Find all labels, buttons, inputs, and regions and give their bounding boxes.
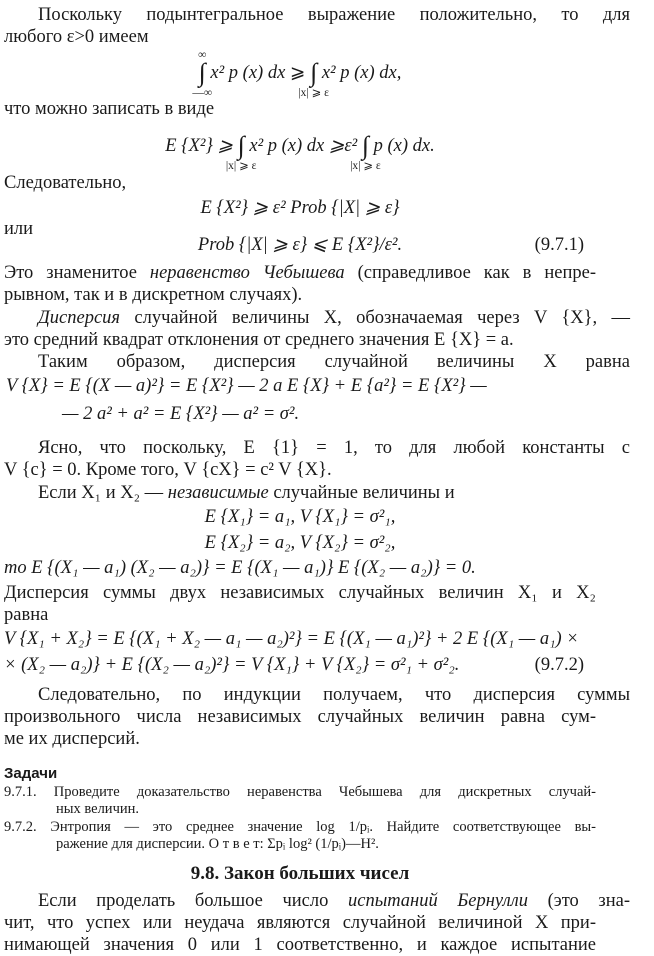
paragraph-line: произвольного числа независимых случайных величин равна сум- xyxy=(4,707,596,727)
problem-line: ных величин. xyxy=(56,801,140,817)
equation-number: (9.7.2) xyxy=(534,655,584,675)
paragraph-line: Ясно, что поскольку, E {1} = 1, то для любой константы c xyxy=(38,438,630,458)
paragraph-line: нимающей значения 0 или 1 соответственно, и каждое испытание xyxy=(4,935,596,955)
paragraph-line: это средний квадрат отклонения от среднего значения E {X} = a. xyxy=(4,330,514,350)
paragraph-line: Таким образом, дисперсия случайной величины X равна xyxy=(38,352,630,372)
equation-2: E {X²} ⩾ ∫ |x| ⩾ ε x² p (x) dx ⩾ε² ∫ |x| ⩾ ε p (x) dx. xyxy=(165,131,435,172)
paragraph-line: Следовательно, по индукции получаем, что дисперсия суммы xyxy=(38,685,630,705)
problem-line: 9.7.1. Проведите доказательство неравенства Чебышева для дискретных случай- xyxy=(4,784,596,800)
integral-sign: ∫ |x| ⩾ ε xyxy=(298,58,329,99)
paragraph-line: Это знаменитое неравенство Чебышева (справедливое как в непре- xyxy=(4,263,596,283)
problems-heading: Задачи xyxy=(4,765,58,782)
paragraph-line: равна xyxy=(4,605,49,625)
paragraph-line: V {c} = 0. Кроме того, V {cX} = c² V {X}. xyxy=(4,460,332,480)
equation-8-line: × (X₂ — a₂)} + E {(X₂ — a₂)²} = V {X₁} + V {X₂} = σ²₁ + σ²₂. (9.7.2) xyxy=(4,655,584,675)
integral-sign: ∫ |x| ⩾ ε xyxy=(225,131,257,172)
problem-line: 9.7.2. Энтропия — это среднее значение log 1/pᵢ. Найдите соответствующее вы- xyxy=(4,819,596,835)
paragraph-line: ме их дисперсий. xyxy=(4,729,140,749)
paragraph-line: или xyxy=(4,219,34,239)
problem-line: ражение для дисперсии. О т в е т: Σpᵢ log² (1/pᵢ)—H². xyxy=(56,836,379,852)
equation-1: ∞ ∫ —∞ x² p (x) dx ⩾ ∫ |x| ⩾ ε x² p (x) dx, xyxy=(192,49,402,99)
equation-7: то E {(X₁ — a₁) (X₂ — a₂)} = E {(X₁ — a₁)} E {(X₂ — a₂)} = 0. xyxy=(4,558,476,578)
equation-number: (9.7.1) xyxy=(534,235,584,255)
paragraph-line: чит, что успех или неудача являются случайной величиной X при- xyxy=(4,913,596,933)
equation-6-line: E {X₁} = a₁, V {X₁} = σ²₁, xyxy=(204,507,396,527)
equation-4: Prob {|X| ⩾ ε} ⩽ E {X²}/ε². (9.7.1) xyxy=(197,235,584,255)
paragraph-line: рывном, так и в дискретном случаях). xyxy=(4,285,303,305)
paragraph-line: Если проделать большое число испытаний Бернулли (это зна- xyxy=(38,891,630,911)
paragraph-line: что можно записать в виде xyxy=(4,99,215,119)
paragraph-line: Дисперсия суммы двух независимых случайных величин X₁ и X₂ xyxy=(4,583,596,603)
equation-3: E {X²} ⩾ ε² Prob {|X| ⩾ ε} xyxy=(200,198,400,218)
equation-6-line: E {X₂} = a₂, V {X₂} = σ²₂, xyxy=(204,533,396,553)
paragraph-line: Следовательно, xyxy=(4,173,127,193)
equation-5-line: — 2 a² + a² = E {X²} — a² = σ². xyxy=(62,404,300,424)
equation-8-line: V {X₁ + X₂} = E {(X₁ + X₂ — a₁ — a₂)²} = E {(X₁ — a₁)²} + 2 E {(X₁ — a₁) × xyxy=(4,629,579,649)
integral-sign: ∞ ∫ —∞ xyxy=(192,49,213,99)
equation-5-line: V {X} = E {(X — a)²} = E {X²} — 2 a E {X} + E {a²} = E {X²} — xyxy=(6,376,487,396)
paragraph-line: Дисперсия случайной величины X, обозначаемая через V {X}, — xyxy=(38,308,630,328)
paragraph-line: Поскольку подынтегральное выражение положительно, то для xyxy=(38,5,630,25)
paragraph-line: Если X₁ и X₂ — независимые случайные величины и xyxy=(38,483,455,503)
integral-sign: ∫ |x| ⩾ ε xyxy=(350,131,381,172)
paragraph-line: любого ε>0 имеем xyxy=(4,27,149,47)
section-title: 9.8. Закон больших чисел xyxy=(190,863,410,884)
